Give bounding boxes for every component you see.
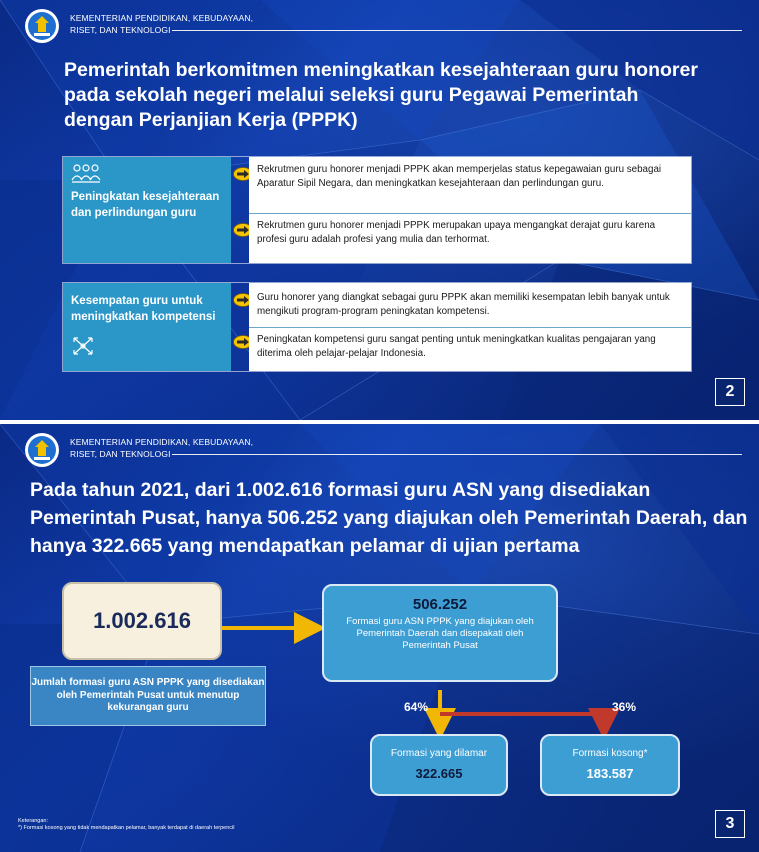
welfare-label-panel bbox=[63, 157, 231, 263]
arrow-to-empty bbox=[440, 714, 604, 732]
welfare-label: Peningkatan kesejahteraan dan perlindungan guru bbox=[71, 191, 220, 219]
welfare-bullet-1: Rekrutmen guru honorer menjadi PPPK akan memperjelas status kepegawaian guru sebagai Aparatur Sipil Negara, dan meningkatkan kesejahteraan dan perlindungan guru. bbox=[257, 164, 662, 189]
empty-percentage: 36% bbox=[612, 700, 637, 714]
section-divider bbox=[249, 327, 691, 328]
competence-bullet-2: Peningkatan kompetensi guru sangat penting untuk meningkatkan kualitas pengajaran yang diterima oleh pelajar-pelajar Indonesia. bbox=[257, 334, 656, 359]
ministry-line-1: KEMENTERIAN PENDIDIKAN, KEBUDAYAAN, bbox=[70, 13, 254, 23]
welfare-bullet-2: Rekrutmen guru honorer menjadi PPPK merupakan upaya mengangkat derajat guru karena profesi guru adalah profesi yang mulia dan terhormat. bbox=[257, 220, 656, 245]
footnote bbox=[18, 818, 234, 832]
applied-formations-label: Formasi yang dilamar bbox=[390, 748, 488, 759]
footnote-text: *) Formasi kosong yang tidak mendapatkan pelamar, banyak terdapat di daerah terpencil bbox=[18, 825, 235, 831]
total-formations-label: Jumlah formasi guru ASN PPPK yang disediakan oleh Pemerintah Pusat untuk menutup kekurangan guru bbox=[30, 666, 266, 726]
people-group-icon bbox=[71, 163, 101, 183]
network-arrows-icon bbox=[71, 335, 95, 357]
ministry-line-1: KEMENTERIAN PENDIDIKAN, KEBUDAYAAN, bbox=[70, 437, 254, 447]
page-number: 2 bbox=[715, 378, 745, 406]
competence-label: Kesempatan guru untuk meningkatkan kompetensi bbox=[71, 295, 216, 323]
page-number: 3 bbox=[715, 810, 745, 838]
total-formations-card bbox=[62, 582, 222, 660]
header-divider bbox=[172, 30, 742, 31]
ministry-line-2: RISET, DAN TEKNOLOGI bbox=[70, 25, 171, 35]
ministry-logo-icon bbox=[22, 8, 62, 44]
slide-title: Pemerintah berkomitmen meningkatkan kesejahteraan guru honorer pada sekolah negeri melalui seleksi guru Pegawai Pemerintah dengan Perjanjian Kerja (PPPK) bbox=[64, 59, 698, 131]
total-formations-value: 1.002.616 bbox=[93, 608, 191, 633]
applied-formations-value: 322.665 bbox=[415, 766, 463, 781]
welfare-text-panel bbox=[249, 157, 691, 263]
competence-label-panel bbox=[63, 283, 231, 371]
slide-3 bbox=[0, 424, 759, 852]
empty-formations-label: Formasi kosong* bbox=[572, 748, 648, 759]
applied-formations-card bbox=[370, 734, 508, 796]
ministry-line-2: RISET, DAN TEKNOLOGI bbox=[70, 449, 171, 459]
slide-title: Pada tahun 2021, dari 1.002.616 formasi guru ASN yang disediakan Pemerintah Pusat, hanya 506.252 yang diajukan oleh Pemerintah Daerah, dan hanya 322.665 yang mendapatkan pelamar di ujian pertama bbox=[30, 479, 748, 557]
applied-percentage: 64% bbox=[404, 700, 429, 714]
competence-bullet-1: Guru honorer yang diangkat sebagai guru PPPK akan memiliki kesempatan lebih banyak untuk mengikuti program-program peningkatan kompetensi. bbox=[257, 292, 670, 317]
section-divider bbox=[249, 213, 691, 214]
footnote-title: Keterangan: bbox=[18, 818, 48, 824]
competence-section bbox=[62, 282, 692, 372]
proposed-formations-value: 506.252 bbox=[412, 596, 468, 613]
ministry-name bbox=[70, 12, 253, 36]
empty-formations-value: 183.587 bbox=[586, 766, 634, 781]
slide-2 bbox=[0, 0, 759, 420]
proposed-formations-label: Formasi guru ASN PPPK yang diajukan oleh Pemerintah Daerah dan disepakati oleh Pemerintah Pusat bbox=[346, 616, 534, 651]
ministry-header bbox=[22, 8, 742, 44]
empty-formations-card bbox=[540, 734, 680, 796]
welfare-section bbox=[62, 156, 692, 264]
proposed-formations-card bbox=[322, 584, 558, 682]
